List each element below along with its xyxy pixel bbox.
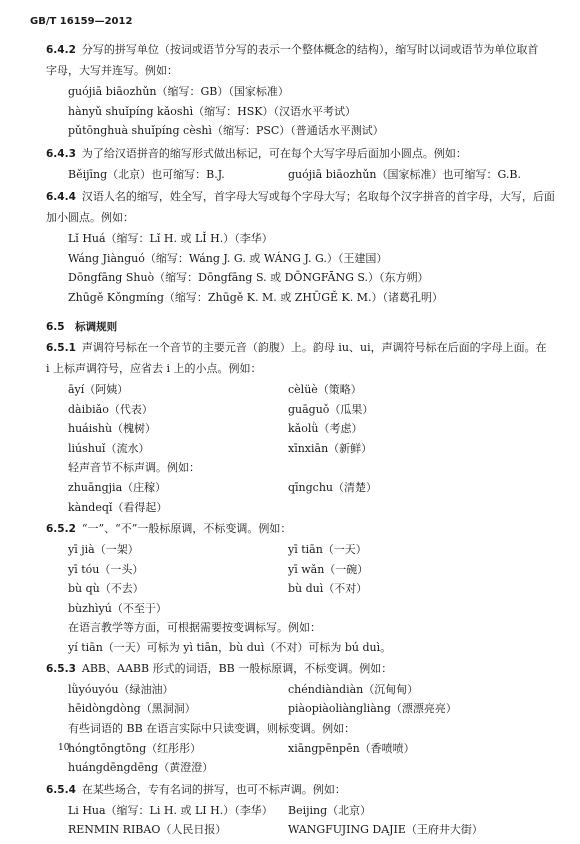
example-right: bù duì（不对） — [288, 582, 368, 595]
clause-6-5-1 — [46, 342, 554, 363]
example-right: kǎolǜ（考虑） — [288, 422, 363, 435]
example-left: hóngtōngtōng（红彤彤） — [68, 741, 202, 755]
example-row — [46, 564, 554, 584]
example-right: qīngchu（清楚） — [288, 481, 378, 494]
example-right: piàopiàoliàngliàng（漂漂亮亮） — [288, 702, 457, 715]
example-right: yī tiān（一天） — [288, 543, 367, 556]
example-left: yī tóu（一头） — [68, 562, 144, 576]
example-left: huáishù（槐树） — [68, 422, 157, 435]
example-right: WANGFUJING DAJIE（王府井大街） — [288, 823, 483, 836]
clause-number: 6.4.2 — [46, 44, 76, 56]
example-right: guāguǒ（瓜果） — [288, 402, 374, 416]
example-row: bùzhìyú（不至于） — [68, 601, 167, 615]
clause-number: 6.4.3 — [46, 147, 76, 160]
example-left: hēidòngdòng（黑洞洞） — [68, 702, 196, 715]
example-right: xiāngpēnpēn（香喷喷） — [288, 741, 415, 755]
example-line: Dōngfāng Shuò（缩写：Dōngfāng S. 或 DŌNGFĀNG S.）（东方朔） — [68, 271, 429, 284]
example-row: kàndeqǐ（看得起） — [68, 500, 168, 514]
note-line: 有些词语的 BB 在语言实际中只读变调，则标变调。例如： — [68, 721, 356, 735]
clause-text: 在某些场合，专有名词的拼写，也可不标声调。例如： — [81, 782, 346, 796]
page-header: GB/T 16159—2012 — [30, 16, 133, 27]
example-row — [46, 384, 554, 404]
clause-continuation: 字母，大写并连写。例如： — [46, 64, 178, 77]
clause-text: ABB、AABB 形式的词语，BB 一般标原调，不标变调。例如： — [81, 661, 393, 675]
example-left: āyí（阿姨） — [68, 383, 129, 396]
example-left: liúshuǐ（流水） — [68, 441, 150, 455]
page-number: 10 — [58, 743, 70, 753]
example-right: xīnxiān（新鲜） — [288, 441, 373, 455]
example-left: Běijīng（北京）也可缩写：B.J. — [68, 167, 225, 181]
example-left: lǜyóuyóu（绿油油） — [68, 682, 174, 696]
example-left: zhuāngjia（庄稼） — [68, 481, 167, 494]
clause-6-4-3 — [46, 148, 554, 169]
example-right: Beijing（北京） — [288, 803, 372, 817]
example-row — [46, 743, 554, 763]
example-row: huángdēngdēng（黄澄澄） — [68, 761, 214, 774]
clause-6-5-4 — [46, 784, 554, 805]
example-row — [46, 544, 554, 564]
example-left: dàibiǎo（代表） — [68, 402, 153, 416]
clause-text: 汉语人名的缩写，姓全写，首字母大写或每个字母大写；名取每个汉字拼音的首字母，大写，后面 — [81, 190, 555, 203]
clause-text: 分写的拼写单位（按词或语节分写的表示一个整体概念的结构），缩写时以词或语节为单位取首 — [81, 43, 539, 56]
clause-6-4-4 — [46, 191, 554, 212]
example-row: yí tiān（一天）可标为 yì tiān，bù duì（不对）可标为 bú duì。 — [68, 641, 392, 654]
clause-continuation: i 上标声调符号，应省去 i 上的小点。例如： — [46, 362, 262, 375]
example-row — [46, 684, 554, 704]
example-row — [46, 583, 554, 603]
example-right: chéndiàndiàn（沉甸甸） — [288, 682, 419, 696]
clause-6-4-2 — [46, 44, 554, 65]
example-line: hànyǔ shuǐpíng kǎoshì（缩写：HSK）（汉语水平考试） — [68, 104, 356, 118]
clause-number: 6.5.1 — [46, 342, 76, 354]
example-right: cèlüè（策略） — [288, 383, 362, 396]
example-line: pǔtōnghuà shuǐpíng cèshì（缩写：PSC）（普通话水平测试） — [68, 124, 384, 137]
page-content — [46, 44, 554, 844]
clause-text: 为了给汉语拼音的缩写形式做出标记，可在每个大写字母后面加小圆点。例如： — [81, 146, 467, 160]
example-row — [46, 404, 554, 424]
example-row — [46, 482, 554, 502]
example-left: bù qù（不去） — [68, 582, 144, 595]
clause-number: 6.5.4 — [46, 783, 76, 796]
clause-6-5-2 — [46, 523, 554, 544]
clause-text: 声调符号标在一个音节的主要元音（韵腹）上。韵母 iu、ui，声调符号标在后面的字母上面。在 — [81, 341, 547, 354]
example-row — [46, 824, 554, 844]
example-line: guójiā biāozhǔn（缩写：GB）（国家标准） — [68, 85, 289, 98]
example-left: yī jià（一架） — [68, 543, 139, 556]
section-heading-6-5: 6.5 标调规则 — [46, 321, 118, 333]
example-row — [46, 703, 554, 723]
example-row — [46, 443, 554, 463]
example-left: Li Hua（缩写：Li H. 或 LI H.）（李华） — [68, 803, 273, 817]
example-left: RENMIN RIBAO（人民日报） — [68, 823, 227, 836]
example-right: yī wǎn（一碗） — [288, 562, 369, 576]
example-line: Wáng Jiànguó（缩写：Wáng J. G. 或 WÁNG J. G.）（王建国） — [68, 251, 388, 265]
example-line: Lǐ Huá（缩写：Lǐ H. 或 LǏ H.）（李华） — [68, 232, 273, 245]
example-row — [46, 805, 554, 825]
clause-number: 6.5.3 — [46, 662, 76, 675]
note-line: 轻声音节不标声调。例如： — [68, 461, 200, 474]
example-right: guójiā biāozhǔn（国家标准）也可缩写：G.B. — [288, 167, 521, 181]
example-row — [46, 169, 554, 189]
clause-continuation: 加小圆点。例如： — [46, 211, 134, 224]
clause-6-5-3 — [46, 663, 554, 684]
clause-text: “一”、“不”一般标原调，不标变调。例如： — [81, 522, 292, 535]
clause-number: 6.5.2 — [46, 523, 76, 535]
clause-number: 6.4.4 — [46, 191, 76, 203]
example-line: Zhūgě Kǒngmíng（缩写：Zhūgě K. M. 或 ZHŪGĚ K. M.）（诸葛孔明） — [68, 290, 444, 304]
example-row — [46, 423, 554, 443]
note-line: 在语言教学等方面，可根据需要按变调标写。例如： — [68, 621, 321, 634]
